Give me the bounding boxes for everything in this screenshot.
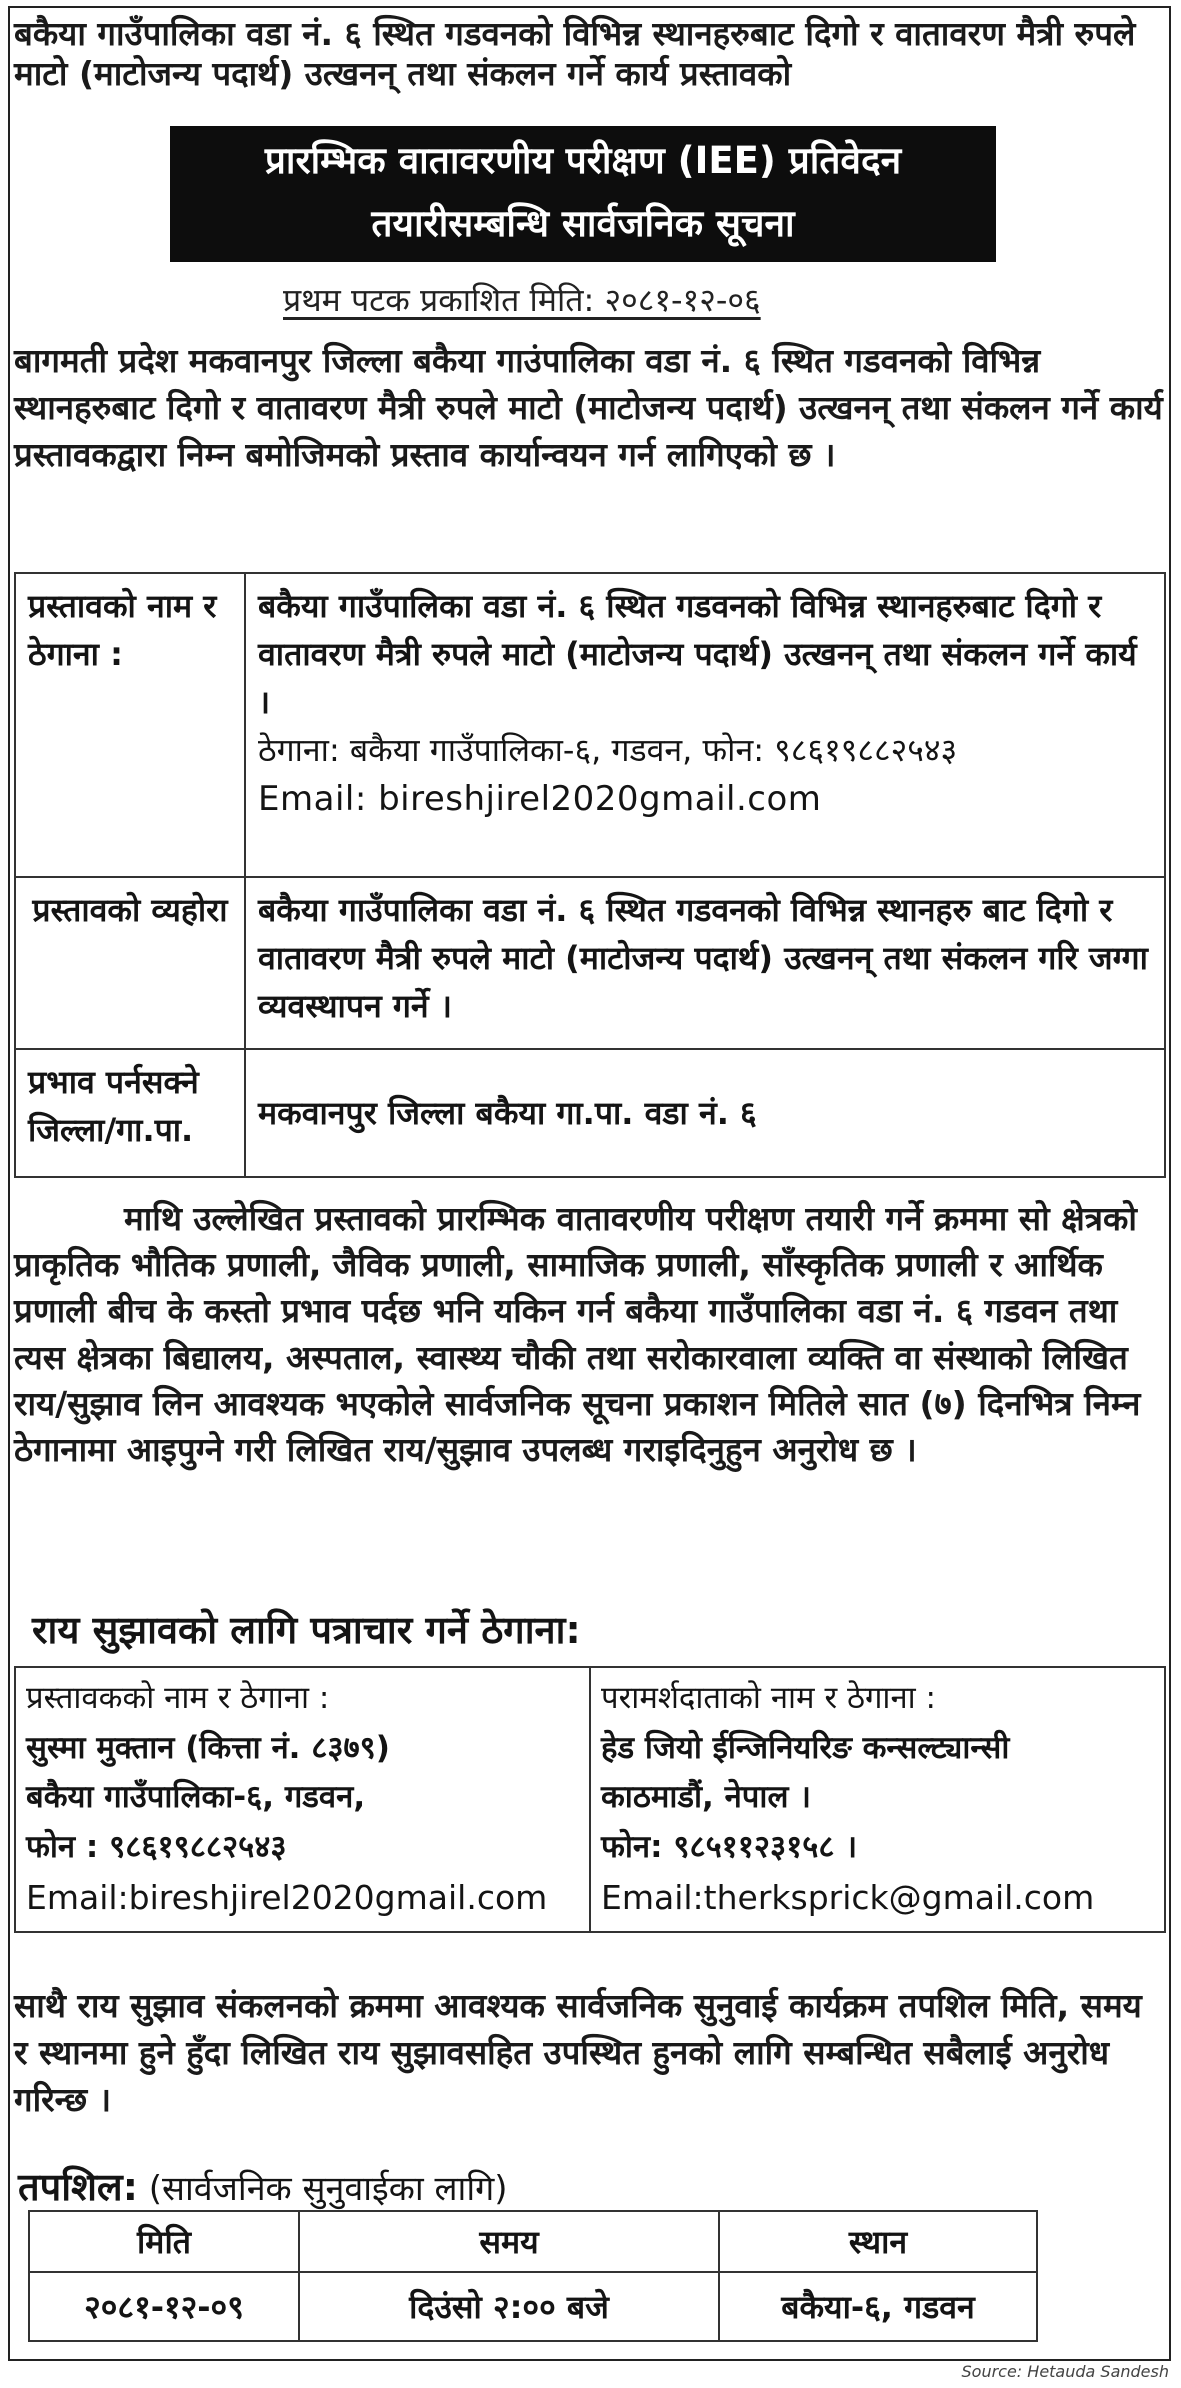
intro-paragraph: बागमती प्रदेश मकवानपुर जिल्ला बकैया गाउंपालिका वडा नं. ६ स्थित गडवनको विभिन्न स्थानहरुबाट दिगो र वातावरण मैत्री रुपले माटो (माटोजन्य पदार्थ) उत्खनन् तथा संकलन गर्ने कार्य प्रस्तावकद्वारा निम्न बमोजिमको प्रस्ताव कार्यान्वयन गर्न लागिएको छ । — [14, 341, 1163, 474]
body-paragraph: माथि उल्लेखित प्रस्तावको प्रारम्भिक वातावरणीय परीक्षण तयारी गर्ने क्रममा सो क्षेत्रको प्राकृतिक भौतिक प्रणाली, जैविक प्रणाली, सामाजिक प्रणाली, साँस्कृतिक प्रणाली र आर्थिक प्रणाली बीच के कस्तो प्रभाव पर्दछ भनि यकिन गर्न बकैया गाउँपालिका वडा नं. ६ गडवन तथा त्यस क्षेत्रका बिद्यालय, अस्पताल, स्वास्थ्य चौकी तथा सरोकारवाला व्यक्ति वा संस्थाको लिखित राय/सुझाव लिन आवश्यक भएकोले सार्वजनिक सूचना प्रकाशन मितिले सात (७) दिनभित्र निम्न ठेगानामा आइपुग्ने गरी लिखित राय/सुझाव उपलब्ध गराइदिनुहुन अनुरोध छ । — [14, 1199, 1141, 1469]
schedule-time: दिउंसो २:०० बजे — [299, 2272, 719, 2341]
hearing-paragraph: साथै राय सुझाव संकलनको क्रममा आवश्यक सार्वजनिक सुनुवाई कार्यक्रम तपशिल मिति, समय र स्थानमा हुने हुँदा लिखित राय सुझावसहित उपस्थित हुनको लागि सम्बन्धित सबैलाई अनुरोध गरिन्छ । — [14, 1986, 1142, 2119]
proposer-phone: फोन : ९८६१९८८२५४३ — [26, 1828, 287, 1865]
consultant-name: हेड जियो ईन्जिनियरिङ कन्सल्ट्यान्सी — [601, 1729, 1010, 1766]
consultant-address: काठमाडौं, नेपाल । — [601, 1779, 811, 1816]
table-row — [15, 1667, 1165, 1932]
banner-line-2: तयारीसम्बन्धि सार्वजनिक सूचना — [371, 201, 795, 245]
proposer-heading: प्रस्तावकको नाम र ठेगाना : — [26, 1680, 330, 1716]
consultant-contact-cell — [590, 1667, 1165, 1932]
proposer-email: Email:bireshjirel2020gmail.com — [26, 1878, 548, 1918]
schedule-col-place: स्थान — [719, 2211, 1037, 2272]
proposal-email: Email: bireshjirel2020gmail.com — [258, 779, 822, 819]
schedule-heading-bold: तपशिल: — [18, 2165, 138, 2209]
affected-area-text: मकवानपुर जिल्ला बकैया गा.पा. वडा नं. ६ — [245, 1049, 1165, 1177]
proposal-name-cell — [245, 573, 1165, 877]
table-row — [29, 2272, 1037, 2341]
notice-banner — [170, 126, 996, 262]
source-credit: Source: Hetauda Sandesh — [961, 2362, 1169, 2381]
proposal-description-text: बकैया गाउँपालिका वडा नं. ६ स्थित गडवनको विभिन्न स्थानहरु बाट दिगो र वातावरण मैत्री रुपले माटो (माटोजन्य पदार्थ) उत्खनन् तथा संकलन गरि जग्गा व्यवस्थापन गर्ने । — [245, 877, 1165, 1049]
table-row — [15, 573, 1165, 877]
consultant-heading: परामर्शदाताको नाम र ठेगाना : — [601, 1680, 936, 1716]
proposer-name: सुस्मा मुक्तान (कित्ता नं. ८३७९) — [26, 1729, 390, 1766]
contact-heading: राय सुझावको लागि पत्राचार गर्ने ठेगाना: — [32, 1608, 581, 1652]
banner-line-1: प्रारम्भिक वातावरणीय परीक्षण (IEE) प्रतिवेदन — [264, 139, 902, 182]
consultant-phone: फोन: ९८५११२३१५८ । — [601, 1828, 858, 1865]
table-row — [15, 877, 1165, 1049]
proposal-info-table — [14, 572, 1166, 1178]
project-title: बकैया गाउँपालिका वडा नं. ६ स्थित गडवनको विभिन्न स्थानहरुबाट दिगो र वातावरण मैत्री रुपले माटो (माटोजन्य पदार्थ) उत्खनन् तथा संकलन गर्ने कार्य प्रस्तावको — [14, 14, 1136, 94]
schedule-place: बकैया-६, गडवन — [719, 2272, 1037, 2341]
contact-table — [14, 1666, 1166, 1933]
proposal-name-text: बकैया गाउँपालिका वडा नं. ६ स्थित गडवनको विभिन्न स्थानहरुबाट दिगो र वातावरण मैत्री रुपले माटो (माटोजन्य पदार्थ) उत्खनन् तथा संकलन गर्ने कार्य । — [258, 587, 1137, 721]
schedule-col-date: मिति — [29, 2211, 299, 2272]
proposer-contact-cell — [15, 1667, 590, 1932]
schedule-table — [28, 2210, 1038, 2342]
schedule-date: २०८१-१२-०९ — [29, 2272, 299, 2341]
affected-area-label: प्रभाव पर्नसक्ने जिल्ला/गा.पा. — [15, 1049, 245, 1177]
schedule-heading-note: (सार्वजनिक सुनुवाईका लागि) — [137, 2169, 508, 2209]
proposal-description-label: प्रस्तावको व्यहोरा — [15, 877, 245, 1049]
publish-date: प्रथम पटक प्रकाशित मिति: २०८१-१२-०६ — [283, 281, 761, 319]
schedule-heading — [18, 2160, 508, 2212]
table-row — [15, 1049, 1165, 1177]
consultant-email: Email:therksprick@gmail.com — [601, 1878, 1095, 1918]
proposer-address: बकैया गाउँपालिका-६, गडवन, — [26, 1779, 366, 1816]
table-row — [29, 2211, 1037, 2272]
proposal-address: ठेगाना: बकैया गाउँपालिका-६, गडवन, फोन: ९८६१९८८२५४३ — [258, 731, 958, 769]
schedule-col-time: समय — [299, 2211, 719, 2272]
proposal-name-label: प्रस्तावको नाम र ठेगाना : — [15, 573, 245, 877]
